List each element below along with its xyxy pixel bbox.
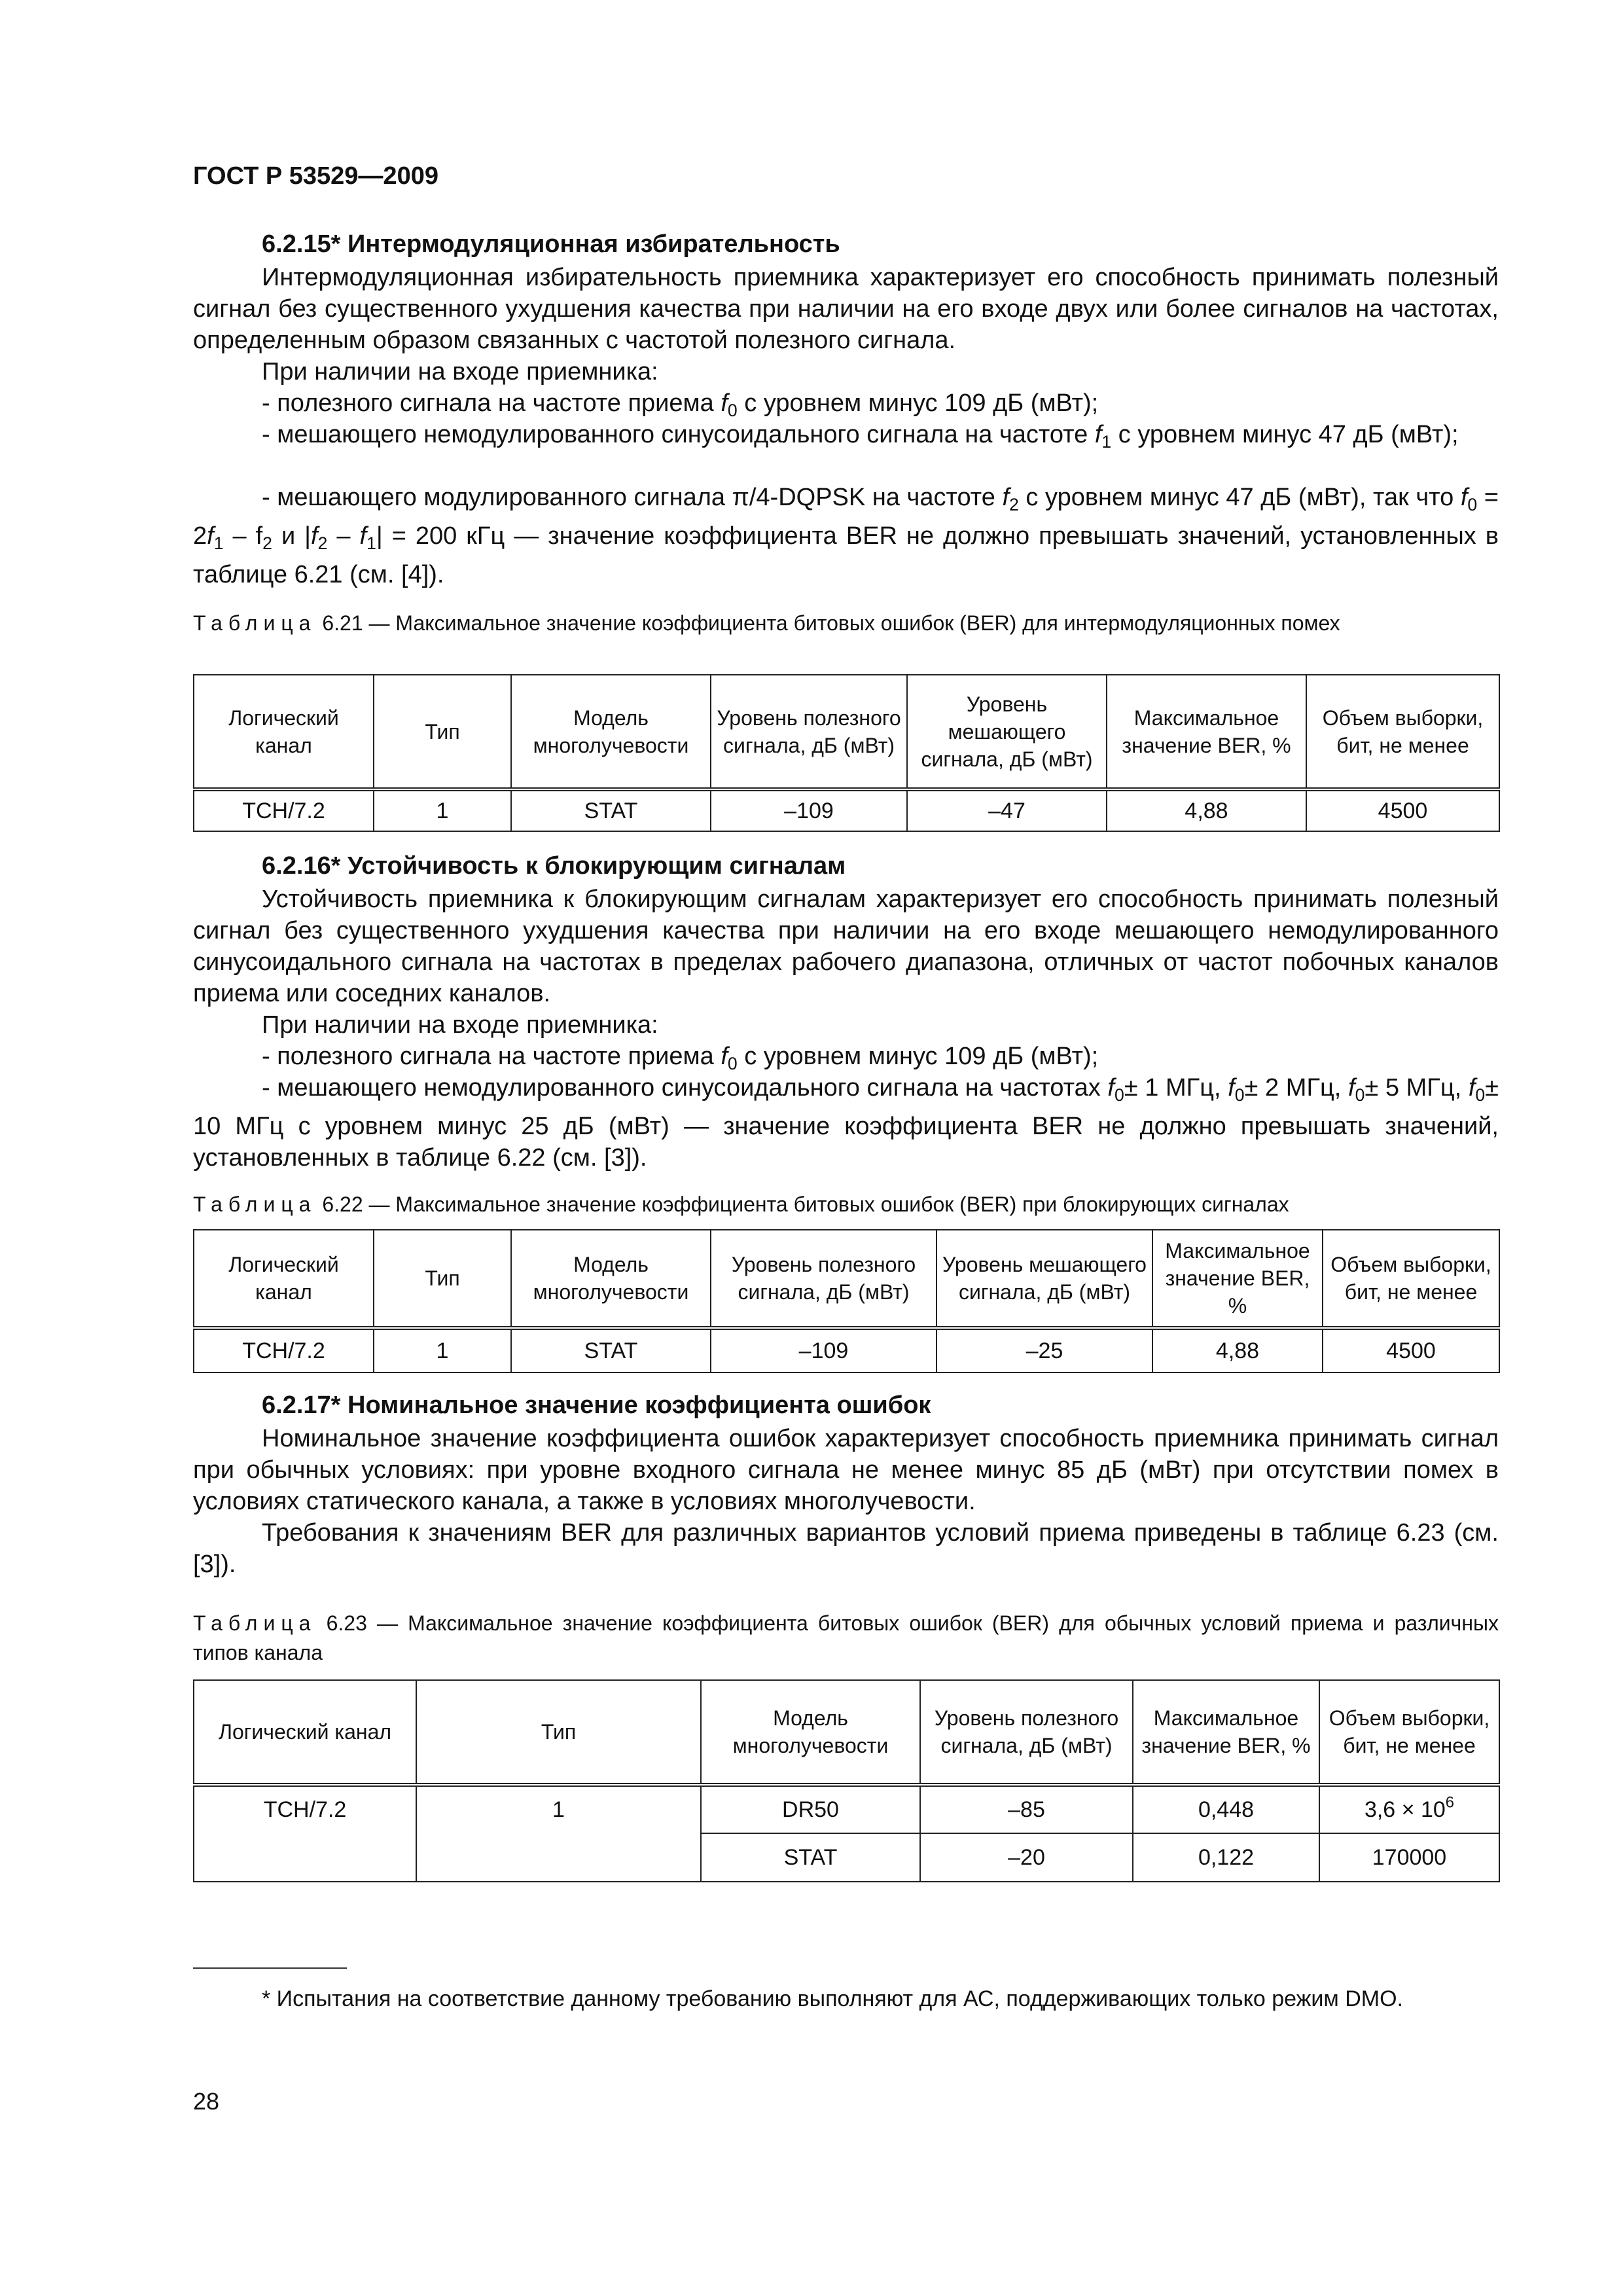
section-title: Интермодуляционная избирательность [348,230,840,258]
table-cell: –85 [920,1785,1133,1833]
column-header: Максимальное значение BER, % [1152,1230,1323,1328]
table-caption: Таблица 6.22 — Максимальное значение коэффициента битовых ошибок (BER) при блокирующих сигналах [193,1193,1289,1216]
table-cell: 4500 [1306,789,1499,831]
table-6-22 [193,1229,1500,1373]
table-cell: 4,88 [1152,1328,1323,1372]
section-number: 6.2.15* [262,230,341,258]
column-header: Тип [374,1230,511,1328]
table-cell: TCH/7.2 [194,789,374,831]
paragraph: Номинальное значение коэффициента ошибок характеризует способность приемника принимать сигнал при обычных условиях: при уровне входного сигнала не менее минус 85 дБ (мВт) при отсутствии помех в условиях статического канала, а также в условиях многолучевости. [193,1425,1499,1515]
column-header: Тип [416,1680,701,1785]
table-cell: STAT [511,1328,711,1372]
table-6-21 [193,674,1500,832]
column-header: Объем выборки, бит, не менее [1323,1230,1499,1328]
column-header: Модель многолучевости [701,1680,920,1785]
list-item: - полезного сигнала на частоте приема $f_0$ с уровнем минус 109 дБ (мВт); [262,389,1099,420]
section-number: 6.2.17* [262,1391,341,1419]
table-cell: STAT [511,789,711,831]
document-header: ГОСТ Р 53529—2009 [193,162,438,190]
column-header: Максимальное значение BER, % [1133,1680,1319,1785]
column-header: Уровень полезного сигнала, дБ (мВт) [711,1230,936,1328]
paragraph: Устойчивость приемника к блокирующим сигналам характеризует его способность принимать полезный сигнал без существенного ухудшения качества при наличии на его входе мешающего немодулированного синусоидального сигнала на частотах в пределах рабочего диапазона, отличных от частот побочных каналов приема или соседних каналов. [193,886,1499,1007]
list-item: - полезного сигнала на частоте приема $f_0$ с уровнем минус 109 дБ (мВт); [262,1043,1099,1073]
table-cell: 4500 [1323,1328,1499,1372]
table-cell: 0,122 [1133,1833,1319,1882]
column-header: Модель многолучевости [511,1230,711,1328]
table-6-23 [193,1679,1500,1882]
paragraph: Требования к значениям BER для различных вариантов условий приема приведены в таблице 6.23 (см. [3]). [193,1519,1499,1578]
list-item: - мешающего модулированного сигнала π/4-DQPSK на частоте $f_2$ с уровнем минус 47 дБ (мВт), так что $f_0 = 2f_1 - f_2$ и $|f_2 - f_1| = 200$ кГц — значение коэффициента BER не должно превышать значений, установленных в таблице 6.21 (см. [4]). [193,484,1499,588]
footnote-divider [193,1967,347,1969]
table-row [194,1328,1499,1372]
table-row [194,789,1499,831]
column-header: Уровень полезного сигнала, дБ (мВт) [920,1680,1133,1785]
column-header: Уровень мешающего сигнала, дБ (мВт) [936,1230,1152,1328]
paragraph: Интермодуляционная избирательность приемника характеризует его способность принимать полезный сигнал без существенного ухудшения качества при наличии на его входе двух или более сигналов на частотах, определенным образом связанных с частотой полезного сигнала. [193,264,1499,354]
table-caption: Таблица 6.23 — Максимальное значение коэффициента битовых ошибок (BER) для обычных условий приема и различных типов канала [193,1611,1499,1664]
column-header: Максимальное значение BER, % [1107,675,1306,789]
column-header: Объем выборки, бит, не менее [1306,675,1499,789]
column-header: Логический канал [194,1680,416,1785]
list-item: - мешающего немодулированного синусоидального сигнала на частоте $f_1$ с уровнем минус 47 дБ (мВт); [262,421,1459,452]
table-cell: TCH/7.2 [194,1785,416,1882]
section-heading-6-2-16 [262,852,846,880]
table-cell: 170000 [1319,1833,1499,1882]
table-cell: 0,448 [1133,1785,1319,1833]
table-cell: 1 [374,789,511,831]
table-cell: $3,6 \times 10^6$ [1319,1785,1499,1833]
paragraph: При наличии на входе приемника: [262,1011,658,1039]
section-heading-6-2-15 [262,230,840,259]
paragraph: При наличии на входе приемника: [262,358,658,386]
column-header: Уровень мешающего сигнала, дБ (мВт) [907,675,1107,789]
table-row [194,1785,1499,1833]
table-cell: 4,88 [1107,789,1306,831]
page-number: 28 [193,2088,220,2115]
table-cell: –25 [936,1328,1152,1372]
section-title: Номинальное значение коэффициента ошибок [348,1391,931,1419]
list-item: - мешающего немодулированного синусоидального сигнала на частотах $f_0\pm 1$ МГц, $f_0\pm 2$ МГц, $f_0\pm 5$ МГц, $f_0\pm 10$ МГц с уровнем минус 25 дБ (мВт) — значение коэффициента BER не должно превышать значений, установленных в таблице 6.22 (см. [3]). [193,1074,1499,1172]
table-caption: Таблица 6.21 — Максимальное значение коэффициента битовых ошибок (BER) для интермодуляционных помех [193,611,1340,635]
column-header: Уровень полезного сигнала, дБ (мВт) [711,675,907,789]
table-cell: DR50 [701,1785,920,1833]
column-header: Логический канал [194,675,374,789]
column-header: Логический канал [194,1230,374,1328]
column-header: Тип [374,675,511,789]
section-number: 6.2.16* [262,852,341,880]
footnote: * Испытания на соответствие данному требованию выполняют для АС, поддерживающих только режим DMO. [262,1986,1403,2011]
table-cell: TCH/7.2 [194,1328,374,1372]
section-heading-6-2-17 [262,1391,931,1420]
column-header: Модель многолучевости [511,675,711,789]
column-header: Объем выборки, бит, не менее [1319,1680,1499,1785]
table-cell: –109 [711,1328,936,1372]
section-title: Устойчивость к блокирующим сигналам [348,852,846,880]
table-cell: 1 [416,1785,701,1882]
table-cell: –109 [711,789,907,831]
table-cell: –47 [907,789,1107,831]
table-cell: –20 [920,1833,1133,1882]
table-cell: STAT [701,1833,920,1882]
table-cell: 1 [374,1328,511,1372]
